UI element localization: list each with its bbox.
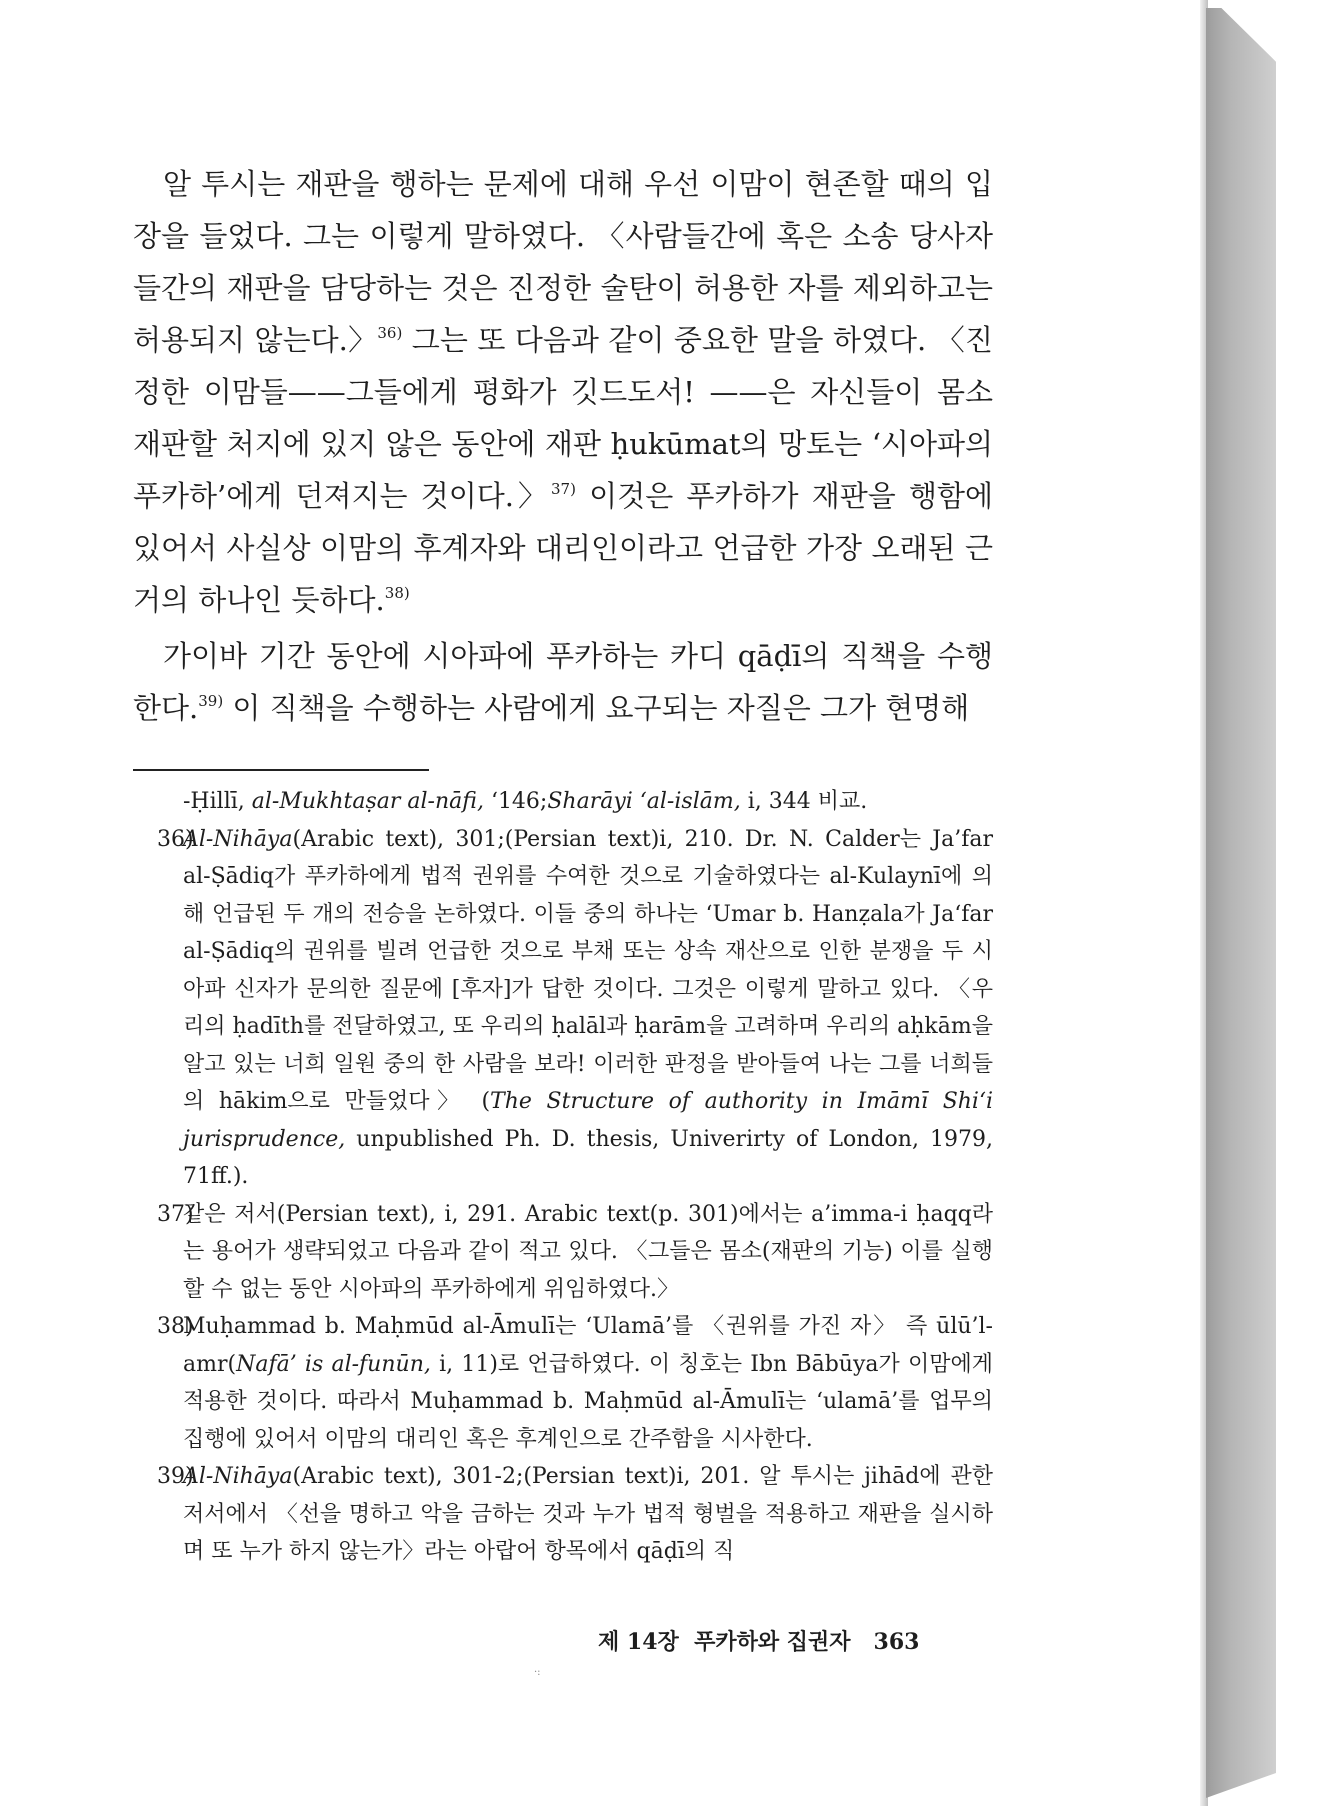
footnote-number: 38) (157, 1314, 194, 1339)
page-footer (598, 1625, 919, 1656)
footnote-37 (133, 1196, 993, 1309)
page-content (133, 158, 993, 1571)
footnotes (133, 783, 993, 1571)
running-head: 제 14장 푸카하와 집권자 (598, 1629, 851, 1655)
footnote-text: unpublished Ph. D. thesis, Univerirty of London, 1979, 71ff.). (183, 1126, 993, 1189)
body-text-segment: 알 투시는 재판을 행하는 문제에 대해 우선 이맘이 현존할 때의 입장을 들었다. 그는 이렇게 말하였다. 〈사람들간에 혹은 소송 당사자들간의 재판을 담당하는 것은 진정한 술탄이 허용한 자를 제외하고는 허용되지 않는다.〉 (133, 167, 993, 357)
footnote-38 (133, 1308, 993, 1458)
footnote-text: 같은 저서(Persian text), i, 291. Arabic text(p. 301)에서는 a’imma-i ḥaqq라는 용어가 생략되었고 다음과 같이 적고 있다. 〈그들은 몸소(재판의 기능) 이를 실행할 수 없는 동안 시아파의 푸카하에게 위임하였다.〉 (183, 1201, 993, 1302)
book-edge (1206, 8, 1276, 1798)
footnote-text: (Arabic text), 301;(Persian text)i, 210. Dr. N. Calder는 Ja’far al-Ṣādiq가 푸카하에게 법적 권위를 수여한 것으로 기술하였다는 al-Kulaynī에 의해 언급된 두 개의 전승을 논하였다. 이들 중의 하나는 ‘Umar b. Hanẓala가 Ja‘far al-Ṣādiq의 권위를 빌려 언급한 것으로 부채 또는 상속 재산으로 인한 분쟁을 두 시아파 신자가 문의한 질문에 [후자]가 답한 것이다. 그것은 이렇게 말하고 있다. 〈우리의 ḥadīth를 전달하였고, 또 우리의 ḥalāl과 ḥarām을 고려하며 우리의 aḥkām을 알고 있는 너희 일원 중의 한 사람을 보라! 이러한 판정을 받아들여 나는 그를 너희들의 hākim으로 만들었다〉 ( (183, 826, 993, 1114)
footnote-text: i, 344 비교. (740, 789, 868, 814)
body-text-segment: 가이바 기간 동안에 시아파에 푸카하는 카디 qāḍī의 직책을 수행한다. (133, 639, 993, 725)
footnote-ref-37[interactable]: 37) (551, 480, 576, 498)
body-text-segment: 이것은 푸카하가 재판을 행함에 있어서 사실상 이맘의 후계자와 대리인이라고 언급한 가장 오래된 근거의 하나인 듯하다. (133, 479, 993, 617)
footnote-text: ‘146; (483, 789, 548, 814)
footnote-title: Sharāyi ‘al-islām, (547, 789, 741, 814)
page-number: 363 (873, 1629, 920, 1655)
footnote-text: (Arabic text), 301-2;(Persian text)i, 201. 알 투시는 jihād에 관한 저서에서 〈선을 명하고 악을 금하는 것과 누가 법적 형벌을 적용하고 재판을 실시하며 또 누가 하지 않는가〉라는 아랍어 항목에서 qāḍī의 직 (183, 1464, 993, 1564)
body-text (133, 158, 993, 734)
footnote-title: Nafā’ is al-funūn, (236, 1351, 431, 1377)
footnote-continuation (133, 783, 993, 821)
footnote-title: The Structure of authority in Imāmī Shi‘i jurisprudence, (183, 1089, 993, 1152)
scan-speck: ·: (534, 1667, 541, 1678)
body-paragraph-1 (133, 158, 993, 626)
body-text-segment: 이 직책을 수행하는 사람에게 요구되는 자질은 그가 현명해 (223, 691, 970, 725)
footnote-title: Al-Nihāya (183, 1464, 293, 1489)
footnote-ref-38[interactable]: 38) (384, 584, 410, 602)
footnote-title: al-Mukhtaṣar al-nāfi, (251, 789, 484, 814)
footnote-number: 36) (157, 826, 194, 852)
footnote-number: 39) (157, 1464, 194, 1489)
footnote-ref-36[interactable]: 36) (377, 324, 403, 342)
body-paragraph-2 (133, 630, 993, 734)
footnote-title: Al-Nihāya (183, 826, 293, 852)
footnote-text: -Ḥillī, (183, 789, 252, 814)
footnote-36 (133, 821, 993, 1196)
footnote-number: 37) (157, 1201, 194, 1227)
footnote-text: i, 11)로 언급하였다. 이 칭호는 Ibn Bābūya가 이맘에게 적용한 것이다. 따라서 Muḥammad b. Maḥmūd al-Āmulī는 ‘ulamā’를 업무의 집행에 있어서 이맘의 대리인 혹은 후계인으로 간주함을 시사한다. (183, 1351, 993, 1452)
body-text-segment: 그는 또 다음과 같이 중요한 말을 하였다. 〈진정한 이맘들——그들에게 평화가 깃드도서! ——은 자신들이 몸소 재판할 처지에 있지 않은 동안에 재판 ḥukūmat의 망토는 ‘시아파의 푸카하’에게 던져지는 것이다.〉 (133, 323, 993, 513)
footnote-text: Muḥammad b. Maḥmūd al-Āmulī는 ‘Ulamā’를 〈권위를 가진 자〉 즉 ūlū’l-amr( (183, 1314, 993, 1377)
footnote-39 (133, 1458, 993, 1571)
footnote-ref-39[interactable]: 39) (198, 692, 224, 710)
footnote-divider (133, 769, 429, 771)
